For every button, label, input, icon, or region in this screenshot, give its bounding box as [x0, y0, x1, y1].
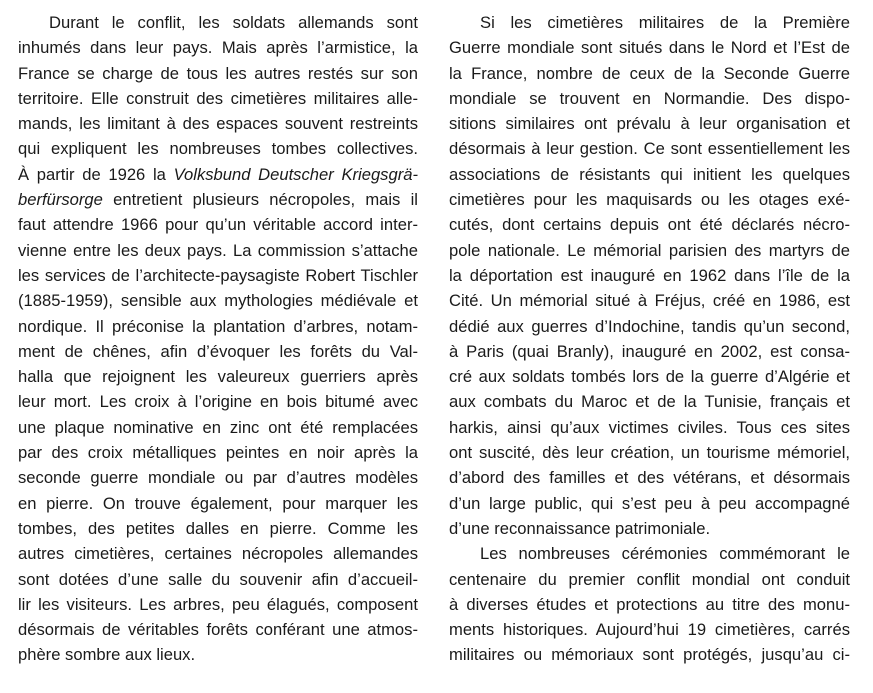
text-line: faut attendre 1966 pour qu’un véritable accord inter- [18, 215, 418, 235]
text-line: cutés, dont certains depuis ont été déclarés nécro- [449, 215, 850, 235]
text-line: Durant le conflit, les soldats allemands sont [49, 13, 418, 32]
text-line: sont dotées d’une salle du souvenir afin d’accueil- [18, 569, 418, 589]
text-line: mondiale se trouvent en Normandie. Des dispo- [449, 88, 850, 108]
text-line: autres cimetières, certaines nécropoles allemandes [18, 544, 418, 564]
text-line: en pierre. On trouve également, pour marquer les [18, 493, 418, 513]
text-line: territoire. Elle construit des cimetières militaires alle- [18, 88, 418, 108]
text-line: (1885-1959), sensible aux mythologies médiévale et [18, 291, 418, 311]
italic-text: Volksbund Deutscher Kriegsgrä- [173, 164, 418, 184]
text-line: cimetières pour les maquisards ou les otages exé- [449, 190, 850, 210]
text-line: harkis, ainsi qu’aux victimes civiles. Tous ces sites [449, 417, 850, 437]
text-line: mands, les limitant à des espaces souvent restreints [18, 114, 418, 134]
text-line: une plaque nominative en zinc ont été remplacées [18, 417, 418, 437]
text-line: ment de chênes, afin d’évoquer les forêts du Val- [18, 341, 418, 361]
text-line: cré aux soldats tombés lors de la guerre d’Algérie et [449, 367, 850, 387]
text-line: vienne entre les deux pays. La commission s’attache [18, 240, 418, 260]
text-line: la déportation est inauguré en 1962 dans l’île de la [449, 265, 850, 285]
text-line: seconde guerre mondiale ou par d’autres modèles [18, 468, 418, 488]
text-line: d’abord des familles et des vétérans, et désormais [449, 468, 850, 488]
text-line: ments historiques. Aujourd’hui 19 cimetières, carrés [449, 620, 850, 640]
text-line: militaires ou mémoriaux sont protégés, jusqu’au ci- [449, 645, 850, 665]
text-line: sitions similaires ont prévalu à leur organisation et [449, 114, 850, 134]
text-run: entretient plusieurs nécropoles, mais il [102, 190, 418, 210]
text-line: associations de résistants qui initient les quelques [449, 164, 850, 184]
text-line: leur mort. Les croix à l’origine en bois bitumé avec [18, 392, 418, 412]
text-line: d’une reconnaissance patrimoniale. [449, 518, 711, 538]
text-line: à diverses études et protections au titre des monu- [449, 594, 850, 614]
text-line: ont suscité, dès leur création, un tourisme mémoriel, [449, 443, 850, 463]
text-line: inhumés dans leur pays. Mais après l’armistice, la [18, 38, 418, 58]
text-line: les services de l’architecte-paysagiste Robert Tischler [18, 265, 418, 285]
text-line [18, 187, 418, 212]
text-line: Si les cimetières militaires de la Première [480, 13, 850, 32]
text-line: d’un large public, qui s’est peu à peu accompagné [449, 493, 850, 513]
text-line [18, 162, 418, 187]
text-line: Cité. Un mémorial situé à Fréjus, créé en 1986, est [449, 291, 850, 311]
text-run: À partir de 1926 la [18, 164, 174, 184]
text-line: Guerre mondiale sont situés dans le Nord et l’Est de [449, 38, 850, 58]
left-column [18, 10, 418, 668]
text-line: aux combats du Maroc et de la Tunisie, français et [449, 392, 850, 412]
text-line: pole nationale. Le mémorial parisien des martyrs de [449, 240, 850, 260]
text-line: dédié aux guerres d’Indochine, tandis qu’un second, [449, 316, 850, 336]
text-line: France se charge de tous les autres restés sur son [18, 63, 418, 83]
text-line: Les nombreuses cérémonies commémorant le [480, 544, 850, 564]
text-line: par des croix métalliques peintes en noir après la [18, 443, 418, 463]
text-line: qui expliquent les nombreuses tombes collectives. [18, 139, 418, 159]
text-line: désormais de véritables forêts conférant une atmos- [18, 620, 418, 640]
text-line: la France, nombre de ceux de la Seconde Guerre [449, 63, 850, 83]
text-line: phère sombre aux lieux. [18, 645, 196, 665]
italic-text: berfürsorge [18, 190, 103, 210]
text-line: tombes, des petites dalles en pierre. Comme les [18, 518, 418, 538]
right-column [449, 10, 850, 668]
text-line: désormais à leur gestion. Ce sont essentiellement les [449, 139, 850, 159]
text-line: centenaire du premier conflit mondial ont conduit [449, 569, 850, 589]
text-line: halla que rejoignent les valeureux guerriers après [18, 367, 418, 387]
text-line: lir les visiteurs. Les arbres, peu élagués, composent [18, 594, 418, 614]
text-line: à Paris (quai Branly), inauguré en 2002, est consa- [449, 341, 850, 361]
text-line: nordique. Il préconise la plantation d’arbres, notam- [18, 316, 418, 336]
